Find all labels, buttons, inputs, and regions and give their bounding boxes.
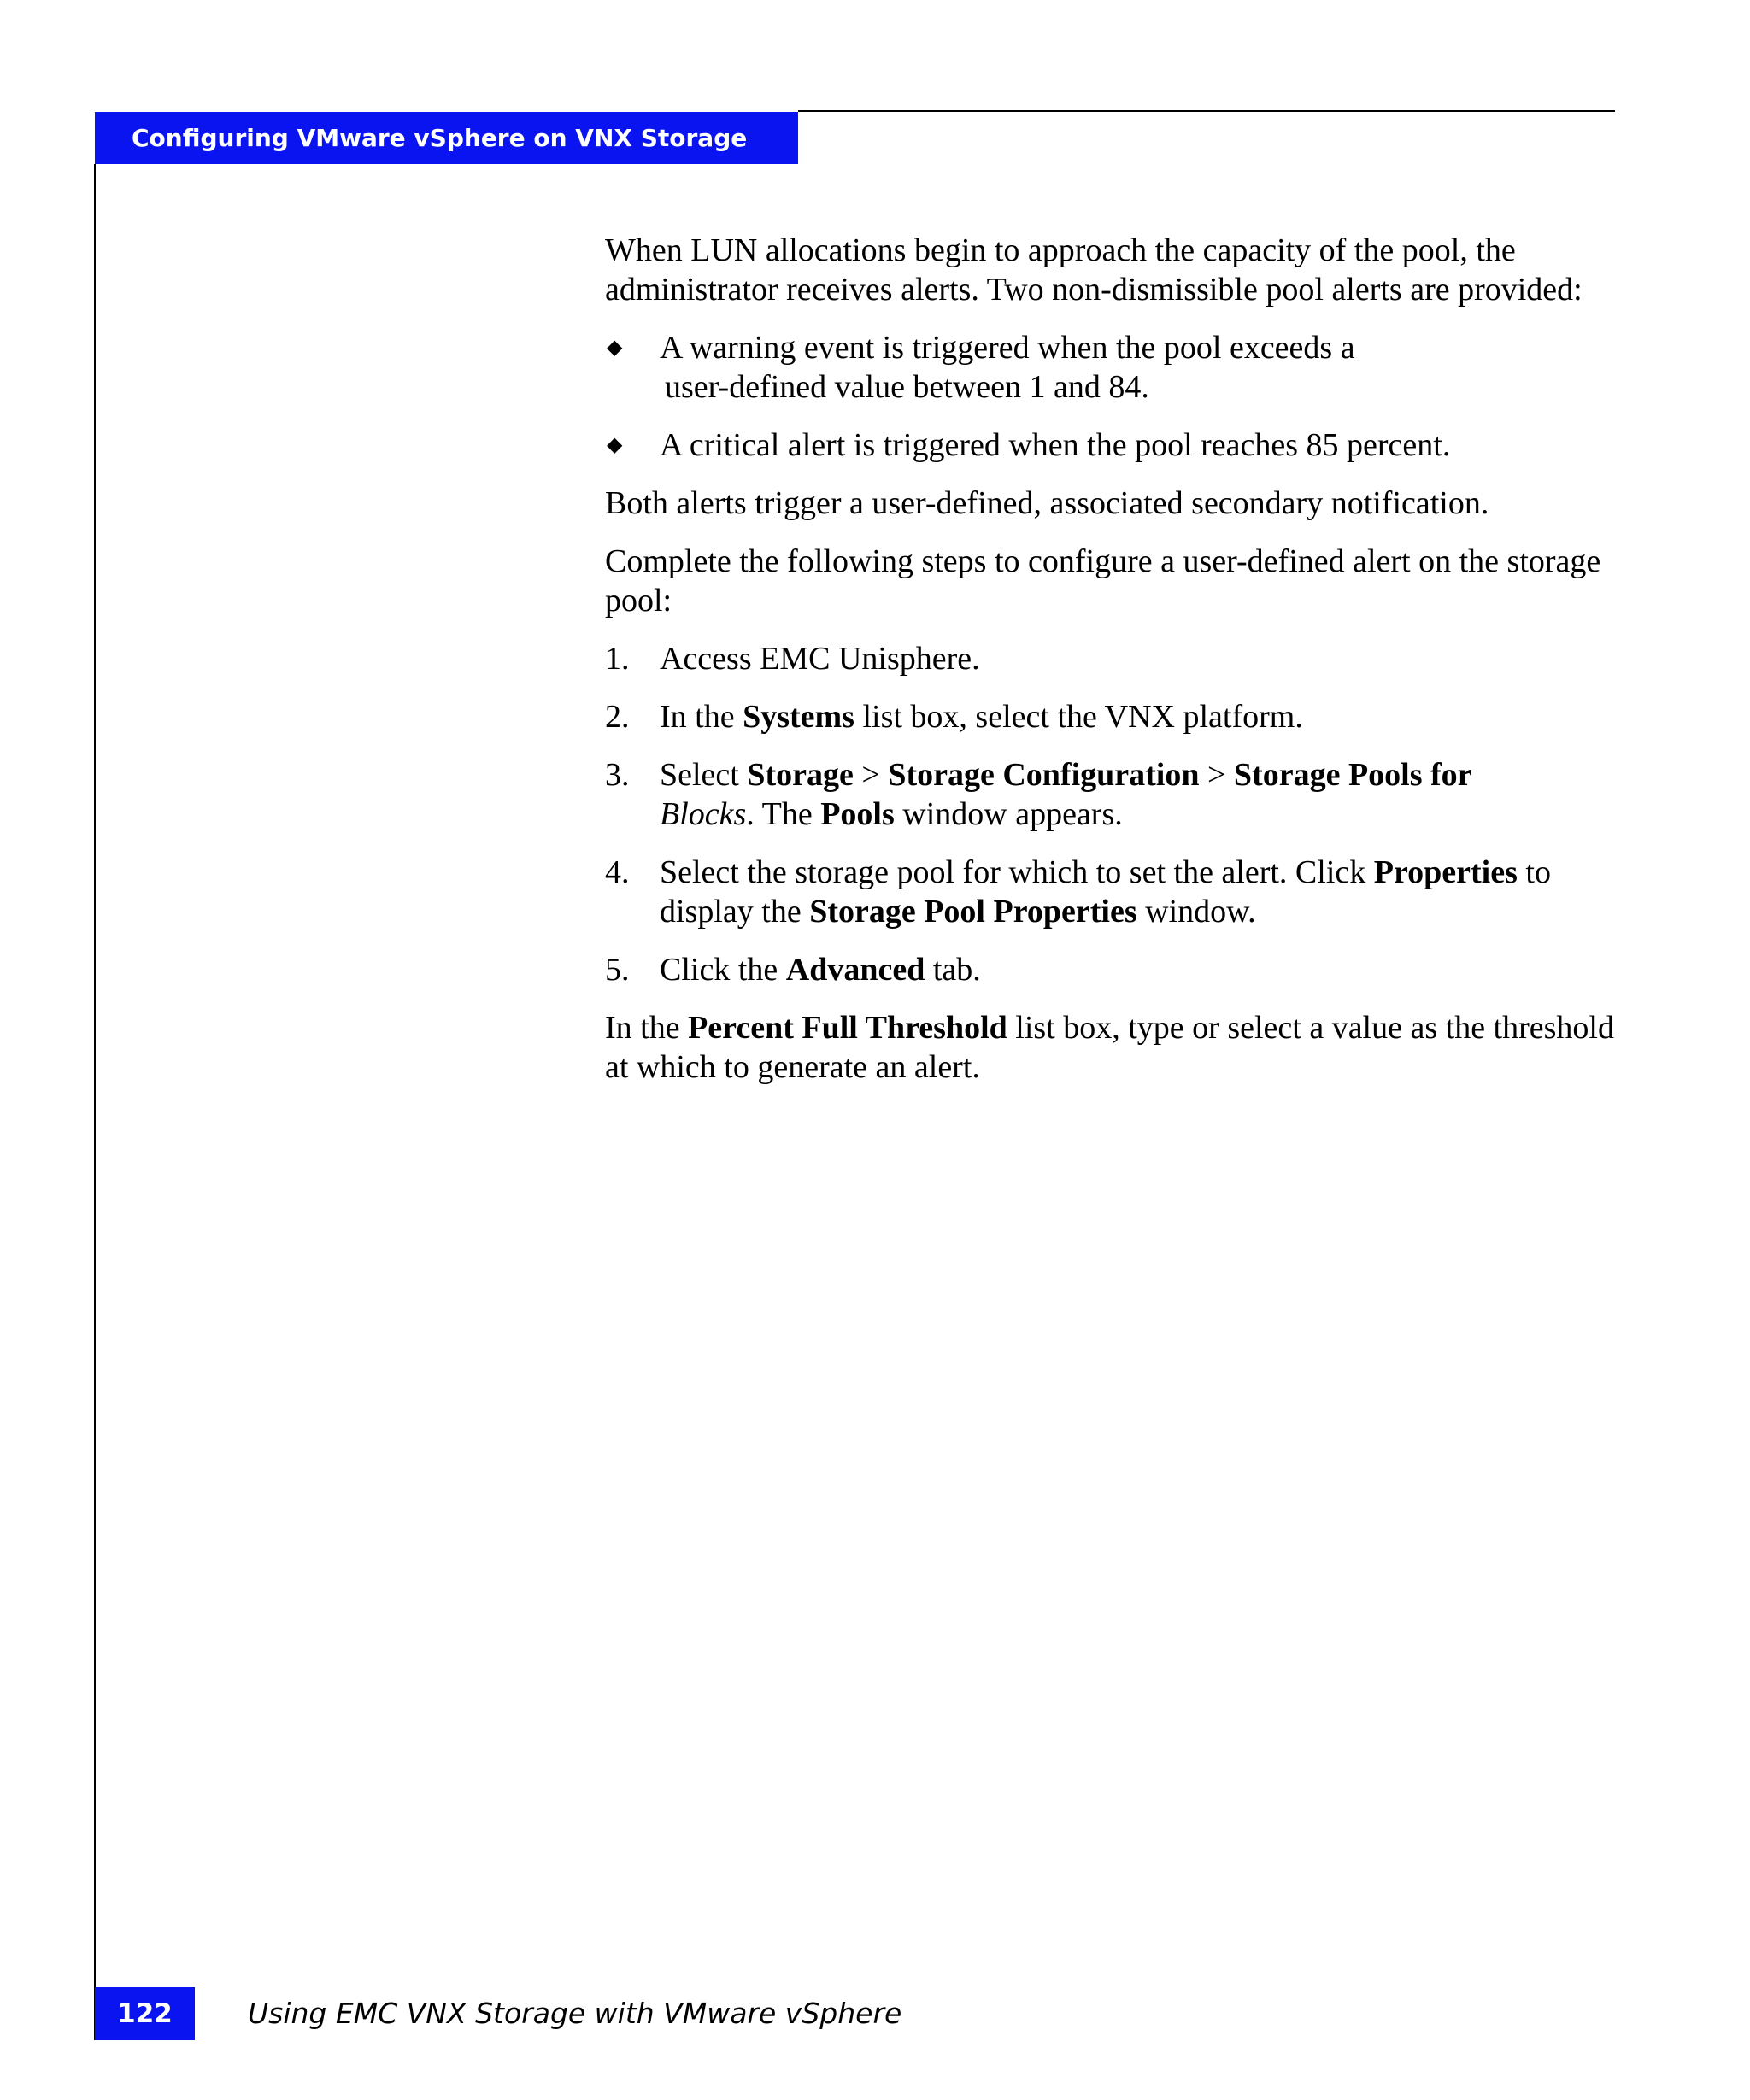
- page-body: [605, 231, 1615, 1106]
- bullet-text: A warning event is triggered when the pool exceeds a user-defined value between 1 and 84.: [660, 330, 1355, 405]
- step-number: 5.: [605, 952, 630, 988]
- steps-intro-paragraph: Complete the following steps to configure a user-defined alert on the storage pool:: [605, 543, 1601, 619]
- running-header: [95, 112, 798, 164]
- step-item: [605, 639, 1615, 678]
- step-text: In the Systems list box, select the VNX platform.: [660, 699, 1303, 735]
- diamond-bullet-icon: ◆: [607, 337, 623, 359]
- list-item: [605, 425, 1615, 465]
- step-number: 1.: [605, 641, 630, 677]
- list-item: [605, 328, 1615, 407]
- step-number: 3.: [605, 757, 630, 793]
- step-text: Select the storage pool for which to set the alert. Click Properties to display the Storage Pool Properties window.: [660, 854, 1551, 930]
- header-rule: [798, 110, 1615, 112]
- step-text: Select Storage > Storage Configuration > Storage Pools for Blocks. The Pools window appears.: [660, 757, 1472, 832]
- step-text: Access EMC Unisphere.: [660, 641, 980, 677]
- step-item: [605, 853, 1615, 931]
- step-item: [605, 950, 1615, 989]
- diamond-bullet-icon: ◆: [607, 434, 623, 456]
- step-text: Click the Advanced tab.: [660, 952, 981, 988]
- header-title: Configuring VMware vSphere on VNX Storage: [132, 124, 748, 152]
- step-number: 2.: [605, 699, 630, 735]
- bullet-text: A critical alert is triggered when the pool reaches 85 percent.: [660, 427, 1451, 463]
- intro-paragraph: When LUN allocations begin to approach the capacity of the pool, the administrator receives alerts. Two non-dismissible pool alerts are provided:: [605, 232, 1583, 308]
- step-item: [605, 697, 1615, 736]
- final-paragraph: In the Percent Full Threshold list box, type or select a value as the threshold at which to generate an alert.: [605, 1010, 1614, 1085]
- step-item: [605, 755, 1615, 834]
- left-margin-rule: [94, 164, 96, 2040]
- both-alerts-paragraph: Both alerts trigger a user-defined, associated secondary notification.: [605, 485, 1489, 521]
- page-number: 122: [95, 1987, 195, 2040]
- step-number: 4.: [605, 854, 630, 890]
- footer-title: Using EMC VNX Storage with VMware vSphere: [248, 1997, 902, 2030]
